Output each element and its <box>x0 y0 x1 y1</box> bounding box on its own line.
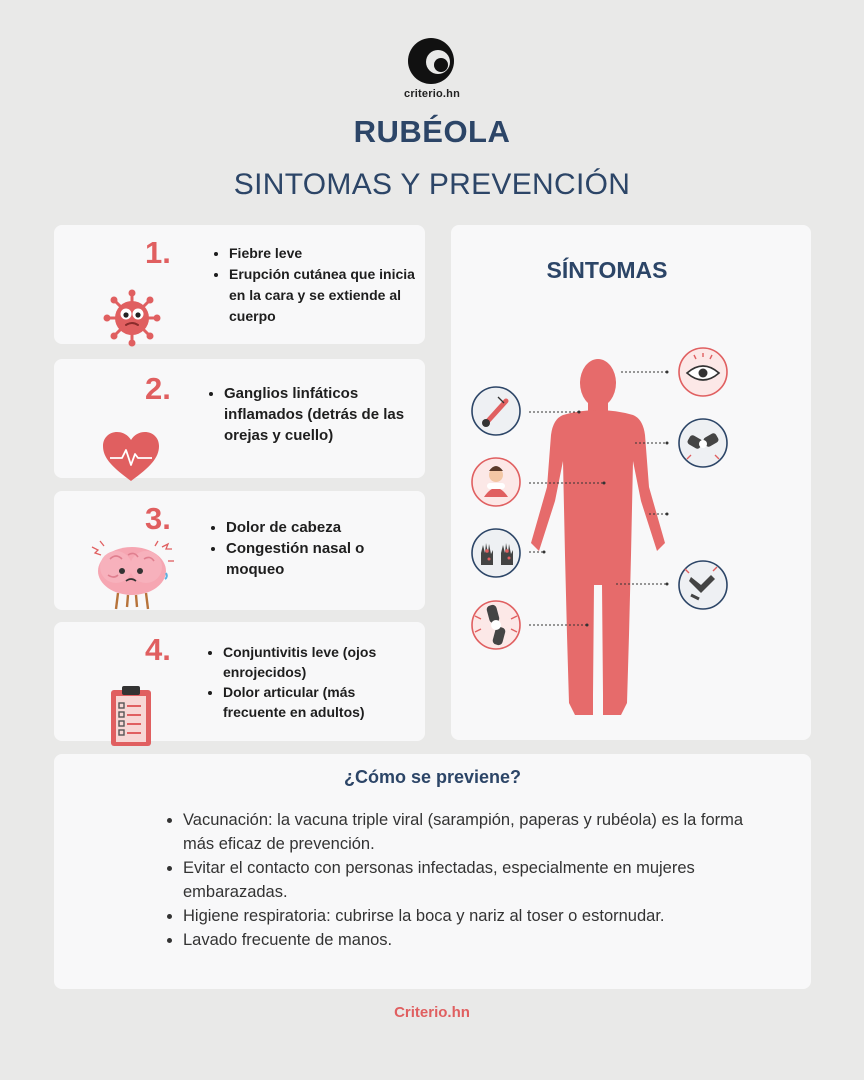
list-item: • Lavado frecuente de manos. <box>183 928 753 952</box>
knee-joint-icon <box>472 601 520 649</box>
thermometer-icon <box>472 387 520 435</box>
elbow-joint-icon <box>679 419 727 467</box>
page-title: RUBÉOLA <box>353 114 511 149</box>
list-item: • Fiebre leve <box>229 243 419 264</box>
card-list <box>211 243 419 327</box>
list-item: • Congestión nasal o moqueo <box>226 538 396 580</box>
list-item: • Dolor articular (más frecuente en adultos) <box>223 682 413 722</box>
card-number: 2. <box>145 371 171 406</box>
card-list <box>206 383 424 446</box>
symptoms-panel <box>451 225 811 740</box>
virus-icon <box>102 289 162 347</box>
hands-icon <box>472 529 520 577</box>
leg-joint-icon <box>679 561 727 609</box>
heart-icon <box>102 431 160 483</box>
body-silhouette-icon <box>531 359 665 715</box>
list-item: • Ganglios linfáticos inflamados (detrás de las orejas y cuello) <box>224 383 424 446</box>
symptom-card-3 <box>54 491 425 610</box>
list-item: • Erupción cutánea que inicia en la cara y se extiende al cuerpo <box>229 264 419 327</box>
sick-person-icon <box>472 458 520 506</box>
list-item: • Dolor de cabeza <box>226 517 396 538</box>
brain-icon <box>88 537 178 613</box>
symptom-card-2 <box>54 359 425 478</box>
list-item: • Evitar el contacto con personas infectadas, especialmente en mujeres embarazadas. <box>183 856 753 904</box>
footer-brand: Criterio.hn <box>394 1004 470 1021</box>
card-number: 1. <box>145 235 171 270</box>
criterio-logo-icon <box>407 36 457 86</box>
prevention-list <box>164 808 753 952</box>
panel-title: SÍNTOMAS <box>546 257 668 283</box>
logo-text: criterio.hn <box>404 88 460 100</box>
page-subtitle: SINTOMAS Y PREVENCIÓN <box>233 168 631 201</box>
card-list <box>205 642 413 722</box>
symptom-card-1 <box>54 225 425 344</box>
list-item: • Conjuntivitis leve (ojos enrojecidos) <box>223 642 413 682</box>
eye-icon <box>679 348 727 396</box>
symptom-card-4 <box>54 622 425 741</box>
card-number: 4. <box>145 632 171 667</box>
card-number: 3. <box>145 501 171 536</box>
prevention-title: ¿Cómo se previene? <box>343 767 522 787</box>
human-body-figure <box>451 225 811 740</box>
prevention-section <box>54 754 811 989</box>
list-item: • Vacunación: la vacuna triple viral (sarampión, paperas y rubéola) es la forma más eficaz de prevención. <box>183 808 753 856</box>
brand-logo <box>0 36 864 100</box>
card-list <box>208 517 396 580</box>
list-item: • Higiene respiratoria: cubrirse la boca y nariz al toser o estornudar. <box>183 904 753 928</box>
clipboard-icon <box>108 684 154 748</box>
